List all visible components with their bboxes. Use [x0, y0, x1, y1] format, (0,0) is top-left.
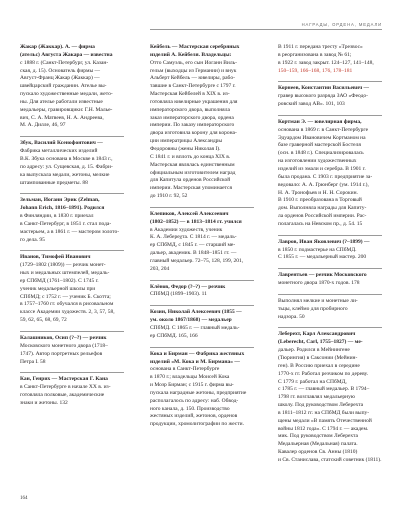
entry-text-line: жестяных изделий, жетонов, орденов: [150, 413, 238, 420]
entry-text-line: была продана. С 1903 г. предприятие за-: [278, 173, 373, 180]
entry-text-line: ны. Для ателье работали известные: [20, 98, 103, 105]
entry-text-line: (осн. в 1848 г.). Специализировалась: [278, 150, 364, 157]
entry-text-line: Альберт Кейбель — ювелиры, рабо-: [150, 75, 235, 82]
entry-text-line: дом. Выполняла награды для Капиту-: [278, 205, 367, 212]
entry-headword-line: Кан, Генрих — Мастерская Г. Кана: [20, 376, 108, 383]
entry-text-line: до 1910 г. 92, 52: [150, 193, 188, 200]
entry-text-line: и Св. Станислава, статский советник (1811).: [278, 456, 382, 463]
entry-text-line: Выполнял мелкие и монетные ли-: [278, 297, 358, 304]
entry-headword-line: Кейбель — Мастерская серебряных: [150, 44, 240, 50]
dictionary-entry: [278, 44, 382, 75]
entry-text-line: С 1855 г. — медальерный мастер. 200: [278, 254, 367, 261]
entry-headword-line: Жакар (Жаккар). А. — фирма: [20, 44, 95, 50]
entry-text-line: продукции, хромолитографии по жести.: [150, 421, 244, 428]
entry-headword-line: (Leberecht, Carl, 1755–1827) — ме-: [278, 339, 363, 346]
entry-headword-line: Збук, Василий Ксенофонтович —: [20, 140, 103, 147]
dictionary-entry: [278, 115, 382, 229]
entry-text-line: базе граверной мастерской Бостеля: [278, 142, 361, 149]
entry-text-line: ла орденов Российской империи. Рас-: [278, 213, 367, 220]
dictionary-entry: [20, 250, 124, 325]
dictionary-entry: [150, 305, 254, 340]
entry-text-line: изделий из эмали и серебра. В 1901 г.: [278, 165, 366, 172]
entry-text-line: В.К. Збука основана в Москве в 1843 г.,: [20, 155, 113, 162]
entry-text-line: тавшие в Санкт-Петербурге с 1797 г.: [150, 83, 236, 90]
dictionary-entry: [278, 81, 382, 109]
entry-text-line: ведовало: А. А. Грюнберг (ум. 1914 г.),: [278, 181, 369, 188]
dictionary-entry: [278, 327, 382, 464]
entry-headword-line: Кока и Бирман — Фабрика жестяных: [150, 350, 245, 357]
entry-text-line: ер СПбМД. 165, 166: [150, 332, 198, 339]
entry-headword-line: Johann Erich, 1816–1891). Родился: [20, 205, 105, 212]
entry-text-line: швейцарский гражданин. Ателье вы-: [20, 83, 107, 90]
dictionary-entry: [278, 294, 382, 322]
entry-text-line: Мастерская являлась единственным: [150, 161, 235, 168]
entry-text-line: империи. Мастерская упоминается: [150, 185, 232, 192]
entry-headword-line: Леберехт, Карл Александрович: [278, 331, 356, 338]
column-left: [20, 44, 124, 414]
entry-text-line: ученик медальерной школы при: [20, 285, 96, 292]
entry-text-line: императорского двора, выполняла: [150, 106, 230, 113]
entry-text-line: ер СПбМД (1761–1802). С 1745 г.: [20, 277, 99, 284]
entry-text-line: пускала наградные жетоны, предприятие: [150, 389, 247, 396]
running-header: НАГРАДЫ, ОРДЕНА, МЕДАЛИ: [150, 22, 382, 30]
entry-text-line: (Тюрингия) в Саксонии (Мейнин-: [278, 355, 358, 361]
entry-text-line: классе Академии художеств. 2, 3, 57, 58,: [20, 309, 115, 316]
entry-text-line: Петра I. 58: [20, 358, 46, 365]
entry-text-line: в Санкт-Петербурге в начале XX в. из-: [20, 384, 111, 391]
entry-text-line: в 1922 г. завод закрыт. 124–127, 141–148,: [278, 59, 374, 66]
entry-text-line: монетного двора 1870-х годов. 178: [278, 280, 360, 287]
entry-text-line: СПбМД (1899–1903). 11: [150, 291, 207, 298]
entry-text-line: мик. Под руководством Леберехта: [278, 433, 358, 440]
entry-text-line: тьцы, клеймо для пробирного: [278, 305, 348, 312]
entry-text-line: главный медальер. 72–75, 128, 199, 201,: [150, 257, 244, 264]
column-middle: [150, 44, 254, 435]
entry-text-line: мастерьем, а в 1861 г. — мастером золото-: [20, 228, 120, 235]
dictionary-entry: [278, 268, 382, 288]
entry-headword-line: Зельман, Иоганн Эрик (Zelman,: [20, 197, 100, 204]
entry-headword-line: Козин, Николай Алексеевич (1855 —: [150, 309, 242, 316]
entry-text-line: по адресу: ул. Сущевская, д. 15. Фабри-: [20, 163, 113, 170]
entry-text-line: СПбМД. С 1865 г. — главный медаль-: [150, 325, 240, 331]
entry-text-line: войны 1812 года». С 1794 г. — академ.: [278, 425, 369, 432]
entry-text-line: (1729–1802 (1809)) — резчик монет-: [20, 262, 106, 269]
entry-headword-line: ум. около 1867/1868) — медальер: [150, 317, 232, 324]
entry-text-line: для Капитула орденов Российской: [150, 177, 231, 184]
entry-headword-line: Корнеев, Константин Васильевич —: [278, 85, 370, 92]
entry-text-line: С 1841 г. и вплоть до конца XIX в.: [150, 153, 231, 160]
entry-text-line: К. А. Лебереχта. С 1814 г. — медаль-: [150, 234, 237, 241]
entry-text-line: 1747). Автор портретных рельефов: [20, 350, 103, 357]
dictionary-entry: [20, 193, 124, 244]
entry-text-line: го дела. 95: [20, 236, 45, 243]
entry-text-line: ции императрицы Александры: [150, 138, 223, 145]
entry-text-line: С 1779 г. работал на СПбМД,: [278, 378, 347, 385]
entry-text-line: Медальерная (Медальная) палата.: [278, 441, 358, 448]
entry-headword-line: изделий «М. Кока и М. Бирмана» —: [150, 358, 240, 365]
entry-text-line: В 1911 г. передана тресту «Трезвос»: [278, 44, 363, 50]
entry-text-line: Эдуардом Ивановичем Кортманом на: [278, 134, 366, 141]
entry-text-line: ного канала, д. 150. Производство: [150, 405, 230, 412]
entry-text-line: Фабрика металлических изделий: [20, 148, 98, 155]
entry-text-line: готовляла ювелирные украшения для: [150, 98, 238, 105]
entry-text-line: ка выпускала медали, жетоны, мелкие: [20, 171, 110, 178]
entry-text-line: 1770-х гг. Работал резчиком по дереву.: [278, 370, 369, 377]
entry-headword-line: Калашников, Осип (?–?) — резчик: [20, 335, 107, 341]
entry-text-line: Кавалер орденов Св. Анны (1810): [278, 449, 358, 456]
entry-text-line: штампованные предметы. 88: [20, 179, 88, 186]
entry-text-line: в 1757–1760 гг. обучался в рисовальном: [20, 301, 114, 308]
entry-headword-line: Лаврентьев — резчик Московского: [278, 272, 367, 279]
dictionary-entry: [20, 136, 124, 187]
entry-text-line: щены медали «В память Отечественной: [278, 417, 372, 424]
entry-text-line: надзора. 50: [278, 313, 305, 320]
entry-headword-line: Клепиков, Алексей Алексеевич: [150, 210, 229, 217]
entry-headword-line: Кортман Э. — ювелирная фирма,: [278, 118, 362, 125]
dictionary-entry: [150, 280, 254, 300]
entry-text-line: дальер, академик. В 1848–1851 гг. —: [150, 250, 237, 257]
dictionary-entry: [150, 44, 254, 201]
entry-text-line: и Мозр Бирман; с 1915 г. фирма вы-: [150, 382, 234, 389]
entry-text-line: в реорганизована в завод № 61;: [278, 51, 352, 58]
dictionary-entry: [20, 372, 124, 407]
entry-text-line: 59, 62, 65, 68, 69, 72: [20, 317, 67, 324]
entry-headword-line: Лавров, Иван Яковлевич (?–1899) —: [278, 238, 370, 245]
entry-text-line: 150–159, 166–168, 176, 178–181: [278, 67, 353, 74]
dictionary-entry: [20, 44, 124, 130]
entry-text-line: основана в Санкт-Петербурге: [150, 366, 220, 373]
entry-text-line: империи. По заказу императорского: [150, 122, 235, 129]
entry-text-line: 203, 204: [150, 265, 170, 272]
entry-text-line: знаки и жетоны. 132: [20, 399, 68, 406]
entry-text-line: в 1811–1812 гг. на СПбМД были выпу-: [278, 409, 370, 416]
entry-text-line: 1798 гг. возглавлял медальерную: [278, 394, 355, 401]
entry-headword-line: (ательс) Августа Жакара — известна: [20, 51, 113, 58]
entry-text-line: располагалось по адресу: наб. Обвод-: [150, 397, 239, 404]
entry-text-line: Мастерская Кейбелей в XIX в. из-: [150, 91, 230, 98]
dictionary-entry: [20, 331, 124, 366]
column-right: [278, 44, 382, 471]
entry-text-line: дальер. Родился в Мейнингене: [278, 347, 350, 354]
entry-text-line: ген). В Россию приехал в середине: [278, 362, 360, 369]
entry-text-line: Август-Франц Жакар (Жаккар) —: [20, 75, 100, 82]
entry-text-line: Н. А. Тронофьев и Н. Н. Сорокин.: [278, 189, 358, 196]
entry-text-line: школу. Под руководством Леберехта: [278, 402, 364, 409]
entry-text-line: СПбМД; с 1752 г. — ученик Б. Скотта;: [20, 293, 111, 300]
dictionary-entry: [150, 347, 254, 429]
entry-text-line: гельм (выходцы из Германии) и внук: [150, 67, 237, 74]
entry-text-line: основана в 1869 г. в Санкт-Петербурге: [278, 126, 369, 133]
entry-text-line: готовляла полковые, академические: [20, 392, 105, 399]
entry-text-line: ровский завод АВ». 101, 103: [278, 101, 345, 108]
entry-text-line: ская, д. 15). Основатель фирмы —: [20, 67, 101, 74]
entry-text-line: в Санкт-Петербург, в 1851 г. стал пода-: [20, 220, 112, 227]
entry-text-line: с 1888 г. (Санкт-Петербург, ул. Казан-: [20, 59, 109, 66]
entry-text-line: М. А. Дилле, 46, 97: [20, 122, 66, 129]
entry-text-line: Федоровны (жены Николая I).: [150, 145, 221, 152]
entry-text-line: двора изготовила корону для корона-: [150, 130, 237, 137]
entry-text-line: В 1910 г. преобразована в Торговый: [278, 197, 362, 204]
entry-text-line: в Академии художеств, ученик: [150, 226, 223, 233]
entry-text-line: ер СПбМД, с 1845 г. — старший ме-: [150, 242, 236, 249]
dictionary-entry: [278, 235, 382, 263]
entry-text-line: на изготовлении художественных: [278, 158, 357, 165]
entry-text-line: ных и медальных штемпелей, медаль-: [20, 270, 110, 277]
entry-text-line: гравер высокого разряда ЗАО «Феодо-: [278, 93, 369, 100]
entry-text-line: пускало художественные медали, жето-: [20, 91, 113, 98]
entry-headword-line: Иванов, Тимофей Иванович: [20, 254, 91, 261]
dictionary-entry: [150, 207, 254, 274]
entry-text-line: Московского монетного двора (1718–: [20, 342, 108, 349]
entry-headword-line: (1802–1852) — в 1813–1814 гг. учился: [150, 218, 242, 225]
entry-headword-line: изделий А. Кейбеля. Владельцы:: [150, 51, 232, 58]
entry-text-line: Отто Самуэль, его сын Иоганн Виль-: [150, 59, 237, 66]
entry-text-line: вич, С. А. Матвеев, Н. А. Андреева,: [20, 114, 104, 121]
entry-text-line: официальным изготовителем наград: [150, 169, 236, 176]
entry-text-line: медальеры, гравировщики: Г.Н. Малье-: [20, 106, 113, 113]
entry-text-line: в 1850 г. подмастерье на СПбМД.: [278, 246, 357, 253]
entry-text-line: в Финляндии, в 1830 г. приехал: [20, 213, 94, 220]
entry-text-line: полагалась на Невском пр., д. 54. 15: [278, 220, 363, 227]
entry-text-line: в 1870 г.; владельцы Моисей Кока: [150, 374, 230, 381]
entry-headword-line: Клёнов, Федор (?–?) — резчик: [150, 283, 226, 290]
page-number: 164: [20, 496, 28, 501]
entry-text-line: с 1785 г. — главный медальер. В 1794–: [278, 386, 370, 393]
entry-text-line: заказ императорского двора, ордена: [150, 114, 234, 121]
